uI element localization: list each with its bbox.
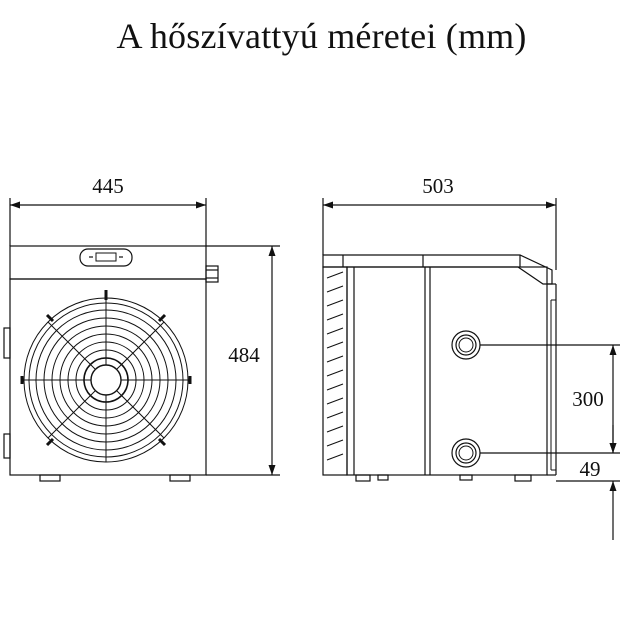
pipe-outlet <box>452 439 480 467</box>
front-width-label: 445 <box>92 174 124 198</box>
side-depth-label: 503 <box>422 174 454 198</box>
bottom-height-label: 49 <box>579 457 601 481</box>
side-body <box>347 267 547 475</box>
front-height-label: 484 <box>228 343 260 367</box>
side-top-cover <box>323 255 552 284</box>
pipe-spacing-label: 300 <box>572 387 604 411</box>
louver-slats <box>327 272 343 460</box>
pipe-inlet <box>452 331 480 359</box>
control-panel <box>80 249 132 266</box>
fan-grill <box>22 290 190 462</box>
side-view <box>323 198 620 540</box>
front-view <box>4 198 280 481</box>
side-louver-panel <box>323 267 347 475</box>
front-top-panel <box>10 246 206 279</box>
page-title: A hőszívattyú méretei (mm) <box>116 16 527 56</box>
